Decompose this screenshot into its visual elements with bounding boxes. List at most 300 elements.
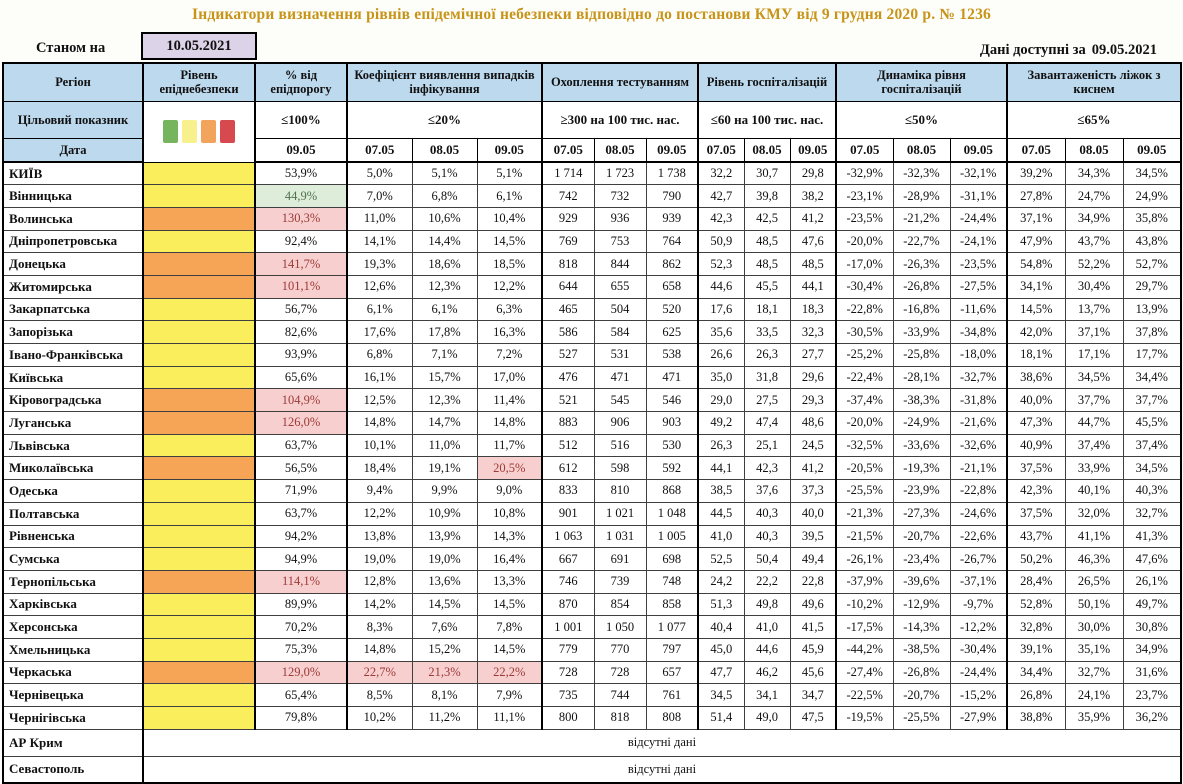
beds-value-cell: 44,7% [1065,412,1123,435]
test-value-cell: 844 [594,253,646,276]
hosp-value-cell: 32,2 [698,162,744,185]
coef-value-cell: 10,6% [412,207,477,230]
test-value-cell: 698 [646,548,698,571]
test-value-cell: 728 [542,661,594,684]
test-value-cell: 1 031 [594,525,646,548]
hosp-value-cell: 50,4 [744,548,790,571]
legend-square-orange [201,120,216,143]
table-row [3,480,1181,503]
hosp-value-cell: 26,3 [744,344,790,367]
column-header-pct: % від епідпорогу [255,63,347,101]
dyn-value-cell: -15,2% [950,684,1007,707]
dyn-value-cell: -30,5% [836,321,893,344]
risk-level-cell [143,412,255,435]
pct-threshold-cell: 94,9% [255,548,347,571]
dyn-value-cell: -25,2% [836,344,893,367]
beds-value-cell: 37,1% [1065,321,1123,344]
test-value-cell: 655 [594,275,646,298]
column-header-region: Регіон [3,63,143,101]
pct-threshold-cell: 101,1% [255,275,347,298]
coef-value-cell: 9,4% [347,480,412,503]
column-header-dyn: Динаміка рівня госпіталізацій [836,63,1007,101]
coef-value-cell: 5,0% [347,162,412,185]
beds-value-cell: 34,9% [1065,207,1123,230]
region-cell: Харківська [3,593,143,616]
hosp-value-cell: 44,1 [790,275,836,298]
dyn-value-cell: -21,3% [836,502,893,525]
dyn-value-cell: -22,8% [836,298,893,321]
risk-level-cell [143,434,255,457]
pct-threshold-cell: 65,6% [255,366,347,389]
coef-value-cell: 14,4% [412,230,477,253]
risk-level-cell [143,616,255,639]
risk-level-cell [143,661,255,684]
coef-value-cell: 7,8% [477,616,542,639]
dyn-value-cell: -20,7% [893,525,950,548]
pct-threshold-cell: 53,9% [255,162,347,185]
dyn-value-cell: -33,9% [893,321,950,344]
coef-value-cell: 14,8% [347,638,412,661]
hosp-value-cell: 22,8 [790,570,836,593]
beds-value-cell: 50,2% [1007,548,1065,571]
risk-level-cell [143,457,255,480]
test-value-cell: 744 [594,684,646,707]
hosp-value-cell: 27,7 [790,344,836,367]
date-header-dyn-08.05: 08.05 [893,138,950,162]
hosp-value-cell: 30,7 [744,162,790,185]
test-value-cell: 667 [542,548,594,571]
hosp-value-cell: 39,5 [790,525,836,548]
dyn-value-cell: -27,9% [950,707,1007,730]
dyn-value-cell: -32,9% [836,162,893,185]
beds-value-cell: 40,1% [1065,480,1123,503]
coef-value-cell: 12,8% [347,570,412,593]
hosp-value-cell: 41,5 [790,616,836,639]
pct-threshold-cell: 82,6% [255,321,347,344]
target-row-label: Цільовий показник [3,101,143,138]
beds-value-cell: 28,4% [1007,570,1065,593]
coef-value-cell: 14,5% [477,230,542,253]
test-value-cell: 657 [646,661,698,684]
coef-value-cell: 18,5% [477,253,542,276]
test-value-cell: 1 723 [594,162,646,185]
region-cell: Одеська [3,480,143,503]
dyn-value-cell: -22,7% [893,230,950,253]
test-value-cell: 531 [594,344,646,367]
dyn-value-cell: -21,6% [950,412,1007,435]
test-value-cell: 476 [542,366,594,389]
test-value-cell: 903 [646,412,698,435]
pct-threshold-cell: 71,9% [255,480,347,503]
test-value-cell: 1 063 [542,525,594,548]
test-value-cell: 1 050 [594,616,646,639]
hosp-value-cell: 48,5 [790,253,836,276]
dyn-value-cell: -26,1% [836,548,893,571]
coef-value-cell: 14,8% [347,412,412,435]
coef-value-cell: 7,2% [477,344,542,367]
risk-level-cell [143,162,255,185]
pct-threshold-cell: 114,1% [255,570,347,593]
hosp-value-cell: 35,6 [698,321,744,344]
column-header-level: Рівень епіднебезпеки [143,63,255,101]
beds-value-cell: 43,7% [1007,525,1065,548]
hosp-value-cell: 40,0 [790,502,836,525]
coef-value-cell: 16,3% [477,321,542,344]
hosp-value-cell: 34,7 [790,684,836,707]
hosp-value-cell: 39,8 [744,185,790,208]
dyn-value-cell: -22,6% [950,525,1007,548]
table-row [3,162,1181,185]
dyn-value-cell: -32,6% [950,434,1007,457]
test-value-cell: 465 [542,298,594,321]
pct-threshold-cell: 44,9% [255,185,347,208]
coef-value-cell: 15,2% [412,638,477,661]
coef-value-cell: 10,8% [477,502,542,525]
beds-value-cell: 37,7% [1123,389,1181,412]
test-value-cell: 512 [542,434,594,457]
region-cell: Черкаська [3,661,143,684]
hosp-value-cell: 22,2 [744,570,790,593]
dyn-value-cell: -33,6% [893,434,950,457]
test-value-cell: 471 [646,366,698,389]
coef-value-cell: 16,4% [477,548,542,571]
coef-value-cell: 13,8% [347,525,412,548]
beds-value-cell: 39,2% [1007,162,1065,185]
dyn-value-cell: -28,9% [893,185,950,208]
risk-level-cell [143,570,255,593]
indicators-table [2,62,1182,784]
beds-value-cell: 34,4% [1123,366,1181,389]
hosp-value-cell: 45,9 [790,638,836,661]
pct-threshold-cell: 56,5% [255,457,347,480]
coef-value-cell: 10,2% [347,707,412,730]
table-row [3,684,1181,707]
table-row [3,321,1181,344]
coef-value-cell: 17,8% [412,321,477,344]
dyn-value-cell: -19,5% [836,707,893,730]
coef-value-cell: 6,3% [477,298,542,321]
test-value-cell: 1 048 [646,502,698,525]
test-value-cell: 797 [646,638,698,661]
table-row [3,570,1181,593]
coef-value-cell: 19,1% [412,457,477,480]
hosp-value-cell: 48,6 [790,412,836,435]
beds-value-cell: 17,7% [1123,344,1181,367]
pct-threshold-cell: 130,3% [255,207,347,230]
coef-value-cell: 13,9% [412,525,477,548]
test-value-cell: 658 [646,275,698,298]
table-row [3,366,1181,389]
beds-value-cell: 23,7% [1123,684,1181,707]
test-value-cell: 584 [594,321,646,344]
dyn-value-cell: -34,8% [950,321,1007,344]
coef-value-cell: 6,1% [477,185,542,208]
dyn-value-cell: -31,8% [950,389,1007,412]
pct-threshold-cell: 104,9% [255,389,347,412]
hosp-value-cell: 49,4 [790,548,836,571]
hosp-value-cell: 48,5 [744,253,790,276]
hosp-value-cell: 17,6 [698,298,744,321]
pct-threshold-cell: 56,7% [255,298,347,321]
test-value-cell: 471 [594,366,646,389]
dyn-value-cell: -20,5% [836,457,893,480]
coef-value-cell: 20,5% [477,457,542,480]
region-cell: Дніпропетровська [3,230,143,253]
coef-value-cell: 5,1% [477,162,542,185]
dyn-value-cell: -30,4% [950,638,1007,661]
hosp-value-cell: 35,0 [698,366,744,389]
beds-value-cell: 32,0% [1065,502,1123,525]
beds-value-cell: 35,9% [1065,707,1123,730]
column-header-beds: Завантаженість ліжок з киснем [1007,63,1181,101]
beds-value-cell: 42,0% [1007,321,1065,344]
coef-value-cell: 5,1% [412,162,477,185]
test-value-cell: 936 [594,207,646,230]
test-value-cell: 748 [646,570,698,593]
test-value-cell: 644 [542,275,594,298]
pct-threshold-cell: 141,7% [255,253,347,276]
table-row [3,389,1181,412]
date-header-test-07.05: 07.05 [542,138,594,162]
test-value-cell: 868 [646,480,698,503]
beds-value-cell: 52,8% [1007,593,1065,616]
dyn-value-cell: -23,1% [836,185,893,208]
beds-value-cell: 34,4% [1007,661,1065,684]
beds-value-cell: 31,6% [1123,661,1181,684]
beds-value-cell: 37,4% [1065,434,1123,457]
hosp-value-cell: 33,5 [744,321,790,344]
beds-value-cell: 18,1% [1007,344,1065,367]
coef-value-cell: 17,0% [477,366,542,389]
coef-value-cell: 18,4% [347,457,412,480]
dyn-value-cell: -37,9% [836,570,893,593]
pct-threshold-cell: 63,7% [255,502,347,525]
region-cell: Львівська [3,434,143,457]
beds-value-cell: 24,9% [1123,185,1181,208]
coef-value-cell: 11,2% [412,707,477,730]
hosp-value-cell: 44,6 [744,638,790,661]
test-value-cell: 769 [542,230,594,253]
coef-value-cell: 14,2% [347,593,412,616]
hosp-value-cell: 32,3 [790,321,836,344]
hosp-value-cell: 46,2 [744,661,790,684]
region-cell: Чернівецька [3,684,143,707]
coef-value-cell: 14,7% [412,412,477,435]
hosp-value-cell: 18,1 [744,298,790,321]
beds-value-cell: 37,5% [1007,502,1065,525]
pct-threshold-cell: 89,9% [255,593,347,616]
beds-value-cell: 13,7% [1065,298,1123,321]
beds-value-cell: 45,5% [1123,412,1181,435]
coef-value-cell: 18,6% [412,253,477,276]
beds-value-cell: 41,1% [1065,525,1123,548]
test-value-cell: 1 021 [594,502,646,525]
hosp-value-cell: 44,1 [698,457,744,480]
dyn-value-cell: -24,4% [950,661,1007,684]
beds-value-cell: 33,9% [1065,457,1123,480]
coef-value-cell: 8,5% [347,684,412,707]
coef-value-cell: 13,3% [477,570,542,593]
region-cell: Миколаївська [3,457,143,480]
test-value-cell: 545 [594,389,646,412]
dyn-value-cell: -32,7% [950,366,1007,389]
beds-value-cell: 34,5% [1123,162,1181,185]
dyn-value-cell: -23,4% [893,548,950,571]
test-value-cell: 1 738 [646,162,698,185]
beds-value-cell: 42,3% [1007,480,1065,503]
coef-value-cell: 11,4% [477,389,542,412]
coef-value-cell: 14,5% [477,638,542,661]
hosp-value-cell: 50,9 [698,230,744,253]
pct-threshold-cell: 126,0% [255,412,347,435]
target-coef: ≤20% [347,101,542,138]
dyn-value-cell: -18,0% [950,344,1007,367]
region-cell: КИЇВ [3,162,143,185]
test-value-cell: 753 [594,230,646,253]
as-of-label: Станом на [36,40,106,56]
pct-threshold-cell: 129,0% [255,661,347,684]
test-value-cell: 598 [594,457,646,480]
test-value-cell: 530 [646,434,698,457]
hosp-value-cell: 18,3 [790,298,836,321]
coef-value-cell: 14,5% [477,593,542,616]
coef-value-cell: 11,1% [477,707,542,730]
dyn-value-cell: -12,2% [950,616,1007,639]
table-row [3,434,1181,457]
coef-value-cell: 11,0% [412,434,477,457]
beds-value-cell: 40,3% [1123,480,1181,503]
table-row [3,298,1181,321]
date-header-hosp-08.05: 08.05 [744,138,790,162]
hosp-value-cell: 24,5 [790,434,836,457]
risk-level-cell [143,230,255,253]
table-row [3,502,1181,525]
test-value-cell: 516 [594,434,646,457]
beds-value-cell: 36,2% [1123,707,1181,730]
risk-level-cell [143,185,255,208]
beds-value-cell: 26,5% [1065,570,1123,593]
beds-value-cell: 34,1% [1007,275,1065,298]
coef-value-cell: 9,0% [477,480,542,503]
dyn-value-cell: -23,9% [893,480,950,503]
beds-value-cell: 35,1% [1065,638,1123,661]
test-value-cell: 521 [542,389,594,412]
dyn-value-cell: -32,1% [950,162,1007,185]
beds-value-cell: 24,1% [1065,684,1123,707]
test-value-cell: 1 001 [542,616,594,639]
beds-value-cell: 47,9% [1007,230,1065,253]
beds-value-cell: 30,0% [1065,616,1123,639]
target-pct: ≤100% [255,101,347,138]
date-header-coef-07.05: 07.05 [347,138,412,162]
test-value-cell: 1 005 [646,525,698,548]
dyn-value-cell: -17,5% [836,616,893,639]
test-value-cell: 742 [542,185,594,208]
table-row [3,185,1181,208]
target-hosp: ≤60 на 100 тис. нас. [698,101,836,138]
beds-value-cell: 26,8% [1007,684,1065,707]
test-value-cell: 800 [542,707,594,730]
table-row [3,616,1181,639]
beds-value-cell: 50,1% [1065,593,1123,616]
target-beds: ≤65% [1007,101,1181,138]
hosp-value-cell: 26,3 [698,434,744,457]
beds-value-cell: 38,8% [1007,707,1065,730]
beds-value-cell: 37,1% [1007,207,1065,230]
region-cell: Волинська [3,207,143,230]
beds-value-cell: 17,1% [1065,344,1123,367]
dyn-value-cell: -30,4% [836,275,893,298]
dyn-value-cell: -25,5% [893,707,950,730]
no-data-cell: відсутні дані [143,729,1181,756]
coef-value-cell: 7,0% [347,185,412,208]
test-value-cell: 764 [646,230,698,253]
table-row [3,457,1181,480]
test-value-cell: 790 [646,185,698,208]
table-row-no-data [3,729,1181,756]
hosp-value-cell: 49,6 [790,593,836,616]
risk-level-cell [143,638,255,661]
table-row [3,593,1181,616]
dyn-value-cell: -28,1% [893,366,950,389]
table-row [3,638,1181,661]
hosp-value-cell: 51,4 [698,707,744,730]
region-cell: Севастополь [3,756,143,783]
dyn-value-cell: -37,1% [950,570,1007,593]
coef-value-cell: 22,2% [477,661,542,684]
hosp-value-cell: 49,0 [744,707,790,730]
beds-value-cell: 43,7% [1065,230,1123,253]
hosp-value-cell: 45,0 [698,638,744,661]
hosp-value-cell: 48,5 [744,230,790,253]
dyn-value-cell: -20,0% [836,230,893,253]
hosp-value-cell: 37,3 [790,480,836,503]
region-cell: Луганська [3,412,143,435]
table-row [3,344,1181,367]
hosp-value-cell: 45,5 [744,275,790,298]
as-of-date-box: 10.05.2021 [141,32,257,60]
beds-value-cell: 43,8% [1123,230,1181,253]
target-dyn: ≤50% [836,101,1007,138]
coef-value-cell: 11,7% [477,434,542,457]
region-cell: Херсонська [3,616,143,639]
test-value-cell: 538 [646,344,698,367]
date-header-beds-08.05: 08.05 [1065,138,1123,162]
coef-value-cell: 15,7% [412,366,477,389]
dyn-value-cell: -21,5% [836,525,893,548]
column-header-coef: Коефіцієнт виявлення випадків інфікування [347,63,542,101]
test-value-cell: 527 [542,344,594,367]
legend-squares [145,120,253,143]
pct-threshold-cell: 92,4% [255,230,347,253]
pct-threshold-cell: 70,2% [255,616,347,639]
risk-level-cell [143,525,255,548]
table-row [3,525,1181,548]
hosp-value-cell: 24,2 [698,570,744,593]
dyn-value-cell: -27,3% [893,502,950,525]
coef-value-cell: 19,0% [412,548,477,571]
data-available-note [980,42,1157,59]
region-cell: Івано-Франківська [3,344,143,367]
data-available-date: 09.05.2021 [1091,42,1157,58]
beds-value-cell: 34,5% [1065,366,1123,389]
risk-level-cell [143,275,255,298]
dyn-value-cell: -25,5% [836,480,893,503]
beds-value-cell: 37,4% [1123,434,1181,457]
dyn-value-cell: -10,2% [836,593,893,616]
dyn-value-cell: -11,6% [950,298,1007,321]
region-cell: Чернігівська [3,707,143,730]
